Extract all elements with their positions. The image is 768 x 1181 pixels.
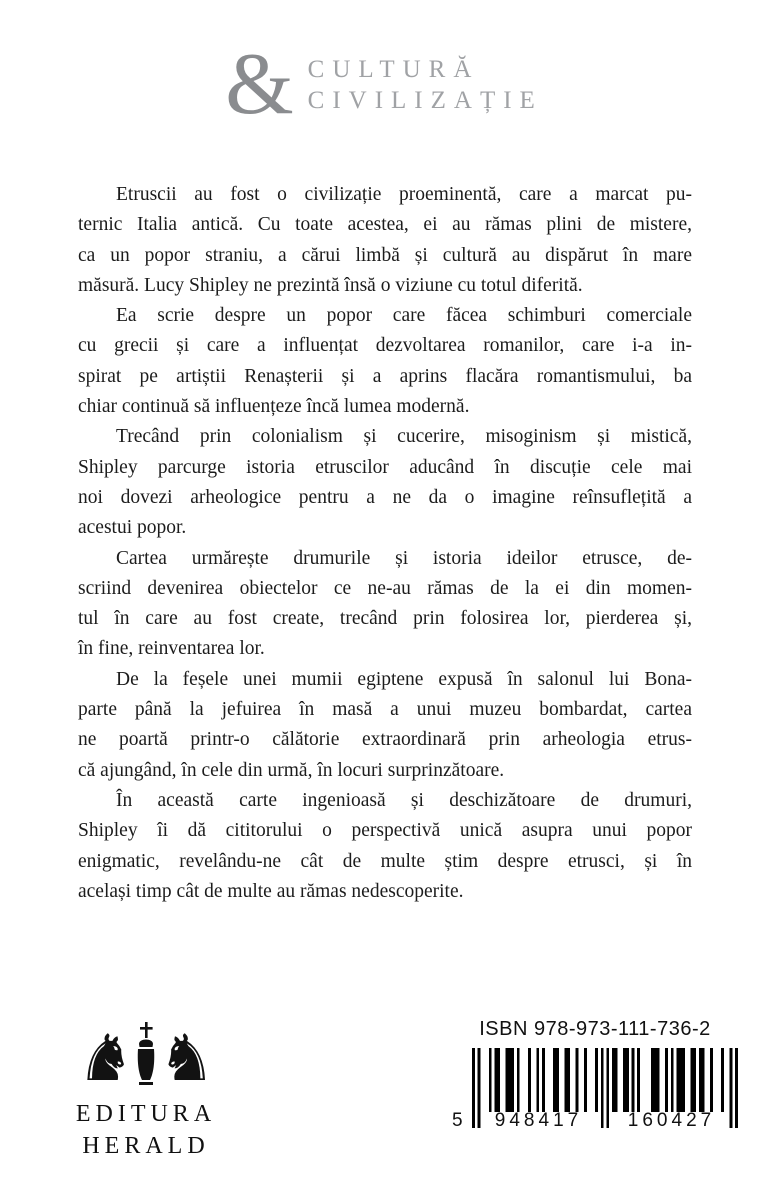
text-line: scriind devenirea obiectelor ce ne-au rămas de la ei din momen- <box>78 577 692 599</box>
isbn-label: ISBN 978-973-111-736-2 <box>479 1018 711 1040</box>
horse-right-icon: ♞ <box>158 1022 216 1097</box>
barcode-digit-group2: 160427 <box>627 1110 716 1131</box>
text-line: același timp cât de multe au rămas nedescoperite. <box>78 880 464 902</box>
text-line: chiar continuă să influențeze încă lumea modernă. <box>78 396 470 418</box>
text-line: ne poartă printr-o călătorie extraordinară prin arheologia etrus- <box>78 729 692 751</box>
barcode-digits <box>452 1110 738 1132</box>
ampersand-glyph: & <box>225 36 294 133</box>
text-line: noi dovezi arheologice pentru a ne da o imagine reînsuflețită a <box>78 486 692 508</box>
paragraph <box>78 301 692 422</box>
publisher-name-line2: HERALD <box>82 1133 210 1160</box>
text-line: că ajungând, în cele din urmă, în locuri surprinzătoare. <box>78 759 505 781</box>
text-line: ternic Italia antică. Cu toate acestea, ei au rămas plini de mistere, <box>78 214 692 236</box>
text-line: Shipley parcurge istoria etruscilor aducând în discuție cele mai <box>78 456 692 478</box>
herald-horses-emblem-icon <box>66 998 226 1097</box>
horse-left-icon: ♞ <box>76 1022 134 1097</box>
paragraph <box>78 786 692 907</box>
barcode-block <box>440 1018 750 1152</box>
text-line: măsură. Lucy Shipley ne prezintă însă o viziune cu totul diferită. <box>78 274 583 296</box>
bell-icon <box>131 1020 161 1088</box>
text-line: enigmatic, revelându-ne cât de multe știm despre etrusci, și în <box>78 850 692 872</box>
paragraph <box>78 422 692 543</box>
text-line: Cartea urmărește drumurile și istoria ideilor etrusce, de- <box>116 547 692 569</box>
publisher-block <box>66 998 226 1163</box>
text-line: Trecând prin colonialism și cucerire, misoginism și mistică, <box>116 426 692 448</box>
text-line: Etruscii au fost o civilizație proeminentă, care a marcat pu- <box>116 184 692 205</box>
text-line: Shipley îi dă cititorului o perspectivă unică asupra unui popor <box>78 820 692 842</box>
ean13-barcode <box>452 1048 738 1152</box>
series-title-line1: CULTURĂ <box>307 55 480 83</box>
paragraph <box>78 180 692 301</box>
barcode-digit-group1: 948417 <box>494 1110 583 1131</box>
paragraph <box>78 544 692 665</box>
barcode-digit-first: 5 <box>452 1110 463 1131</box>
text-line: tul în care au fost create, trecând prin folosirea lor, pierderea și, <box>78 608 692 630</box>
text-line: acestui popor. <box>78 517 187 539</box>
text-line: În această carte ingenioasă și deschizătoare de drumuri, <box>116 789 692 811</box>
publisher-name-line1: EDITURA <box>75 1101 217 1127</box>
paragraph <box>78 665 692 786</box>
text-line: în fine, reinventarea lor. <box>78 638 265 660</box>
text-line: spirat pe artiștii Renașterii și a aprins flacăra romantismului, ba <box>78 365 692 387</box>
series-title-line2: CIVILIZAȚIE <box>307 86 543 114</box>
synopsis-text <box>78 180 692 907</box>
text-line: parte până la jefuirea în masă a unui muzeu bombardat, cartea <box>78 699 692 721</box>
text-line: De la feșele unei mumii egiptene expusă în salonul lui Bona- <box>116 668 692 690</box>
text-line: ca un popor straniu, a cărui limbă și cultură au dispărut în mare <box>78 244 692 266</box>
text-line: cu grecii și care a influențat dezvoltarea romanilor, care i-a in- <box>78 335 692 357</box>
text-line: Ea scrie despre un popor care făcea schimburi comerciale <box>116 305 692 327</box>
series-logo <box>0 36 768 133</box>
series-title <box>308 56 543 115</box>
publisher-name <box>66 1098 226 1163</box>
